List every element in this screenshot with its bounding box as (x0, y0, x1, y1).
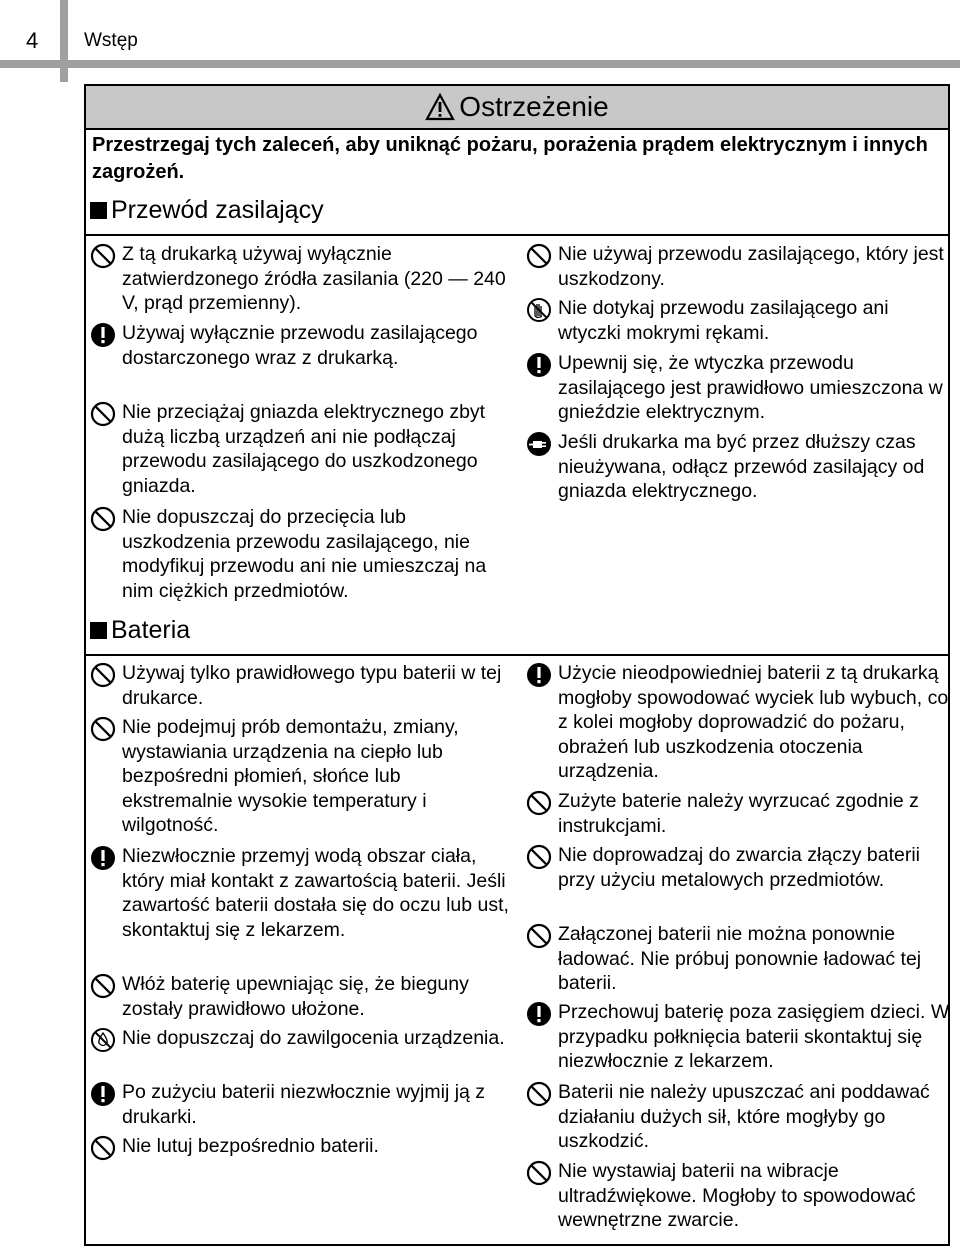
warning-item (86, 505, 516, 603)
warning-item (86, 972, 516, 1021)
square-bullet-icon (90, 202, 107, 219)
warning-item-text: Baterii nie należy upuszczać ani poddawać działaniu dużych sił, które mogłyby go uszkodzić. (558, 1081, 930, 1153)
no-moisture-icon (90, 1027, 116, 1053)
warning-item-text: Użycie nieodpowiedniej baterii z tą drukarką mogłoby spowodować wyciek lub wybuch, co z kolei mogłoby doprowadzić do pożaru, obrażeń lub uszkodzenia otoczenia urządzenia. (558, 662, 949, 783)
warning-item-text: Włóż baterię upewniając się, że bieguny zostały prawidłowo ułożone. (122, 973, 469, 1020)
prohibited-icon (526, 923, 552, 949)
section-heading-label: Bateria (111, 616, 191, 644)
unplug-icon (526, 431, 552, 457)
warning-item (522, 351, 952, 425)
warning-item-text: Nie doprowadzaj do zwarcia złączy baterii przy użyciu metalowych przedmiotów. (558, 844, 920, 891)
prohibited-icon (90, 973, 116, 999)
warning-item-text: Jeśli drukarka ma być przez dłuższy czas nieużywana, odłącz przewód zasilający od gniazda elektrycznego. (558, 431, 925, 503)
warning-item-text: Upewnij się, że wtyczka przewodu zasilającego jest prawidłowo umieszczona w gnieździe elektrycznym. (558, 352, 943, 424)
prohibited-icon (90, 243, 116, 269)
prohibited-icon (90, 506, 116, 532)
prohibited-icon (526, 1160, 552, 1186)
warning-item (522, 922, 952, 996)
warning-item (522, 1000, 952, 1074)
mandatory-icon (526, 352, 552, 378)
mandatory-icon (90, 322, 116, 348)
warning-item (86, 400, 516, 498)
warning-item (522, 1080, 952, 1154)
warning-title: Ostrzeżenie (459, 91, 609, 122)
warning-item (86, 1134, 516, 1159)
warning-item-text: Nie podejmuj prób demontażu, zmiany, wystawiania urządzenia na ciepło lub bezpośredni płomień, słońce lub ekstremalnie wysokie temperatury i wilgotność. (122, 716, 459, 837)
warning-item-text: Po zużyciu baterii niezwłocznie wyjmij ją z drukarki. (122, 1081, 486, 1128)
warning-item-text: Załączonej baterii nie można ponownie ładować. Nie próbuj ponownie ładować tej baterii. (558, 923, 922, 995)
warning-item (86, 661, 516, 710)
chapter-title: Wstęp (84, 30, 138, 51)
warning-title-bar (86, 86, 948, 130)
warning-item (522, 296, 952, 345)
mandatory-icon (90, 1081, 116, 1107)
mandatory-icon (526, 1001, 552, 1027)
warning-item (86, 321, 516, 370)
square-bullet-icon (90, 622, 107, 639)
header-divider (60, 0, 68, 82)
section-heading-battery (90, 616, 190, 645)
warning-item-text: Nie dotykaj przewodu zasilającego ani wtyczki mokrymi rękami. (558, 297, 889, 344)
warning-item-text: Z tą drukarką używaj wyłącznie zatwierdzonego źródła zasilania (220 — 240 V, prąd przemienny). (122, 243, 506, 315)
prohibited-icon (90, 716, 116, 742)
warning-item-text: Nie dopuszczaj do przecięcia lub uszkodzenia przewodu zasilającego, nie modyfikuj przewodu ani nie umieszczaj na nim ciężkich przedmiotów. (122, 506, 487, 602)
warning-box (84, 84, 950, 1246)
prohibited-icon (526, 1081, 552, 1107)
warning-item (522, 1159, 952, 1233)
prohibited-icon (90, 662, 116, 688)
warning-item-text: Niezwłocznie przemyj wodą obszar ciała, który miał kontakt z zawartością baterii. Jeśli zawartość baterii dostała się do oczu lub ust, skontaktuj się z lekarzem. (122, 845, 509, 941)
no-wet-hands-icon (526, 297, 552, 323)
warning-item (522, 789, 952, 838)
warning-item (522, 430, 952, 504)
section-heading-power (90, 196, 324, 225)
mandatory-icon (526, 662, 552, 688)
prohibited-icon (90, 1135, 116, 1161)
warning-item-text: Nie dopuszczaj do zawilgocenia urządzenia. (122, 1027, 505, 1049)
warning-item-text: Nie lutuj bezpośrednio baterii. (122, 1135, 379, 1157)
section-rule (86, 234, 948, 236)
warning-item (522, 843, 952, 892)
section-rule (86, 654, 948, 656)
warning-item-text: Zużyte baterie należy wyrzucać zgodnie z instrukcjami. (558, 790, 919, 837)
warning-item (86, 715, 516, 838)
warning-item (522, 242, 952, 291)
warning-item-text: Nie wystawiaj baterii na wibracje ultradźwiękowe. Mogłoby to spowodować wewnętrzne zwarcie. (558, 1160, 916, 1232)
warning-triangle-icon (425, 93, 455, 121)
warning-item-text: Nie używaj przewodu zasilającego, który jest uszkodzony. (558, 243, 944, 290)
header-band (0, 60, 960, 68)
prohibited-icon (90, 401, 116, 427)
warning-item (86, 1080, 516, 1129)
mandatory-icon (90, 845, 116, 871)
warning-item-text: Nie przeciążaj gniazda elektrycznego zbyt dużą liczbą urządzeń ani nie podłączaj przewodu zasilającego do uszkodzonego gniazda. (122, 401, 486, 497)
page-number: 4 (26, 28, 39, 53)
warning-item (86, 1026, 516, 1051)
prohibited-icon (526, 844, 552, 870)
warning-intro: Przestrzegaj tych zaleceń, aby uniknąć pożaru, porażenia prądem elektrycznym i innych zagrożeń. (92, 134, 928, 183)
warning-item-text: Używaj wyłącznie przewodu zasilającego dostarczonego wraz z drukarką. (122, 322, 478, 369)
warning-item-text: Używaj tylko prawidłowego typu baterii w tej drukarce. (122, 662, 502, 709)
warning-item (522, 661, 952, 784)
section-heading-label: Przewód zasilający (111, 196, 324, 224)
prohibited-icon (526, 790, 552, 816)
warning-item (86, 242, 516, 316)
warning-item-text: Przechowuj baterię poza zasięgiem dzieci. W przypadku połknięcia baterii skontaktuj się niezwłocznie z lekarzem. (558, 1001, 950, 1073)
warning-item (86, 844, 516, 942)
prohibited-icon (526, 243, 552, 269)
